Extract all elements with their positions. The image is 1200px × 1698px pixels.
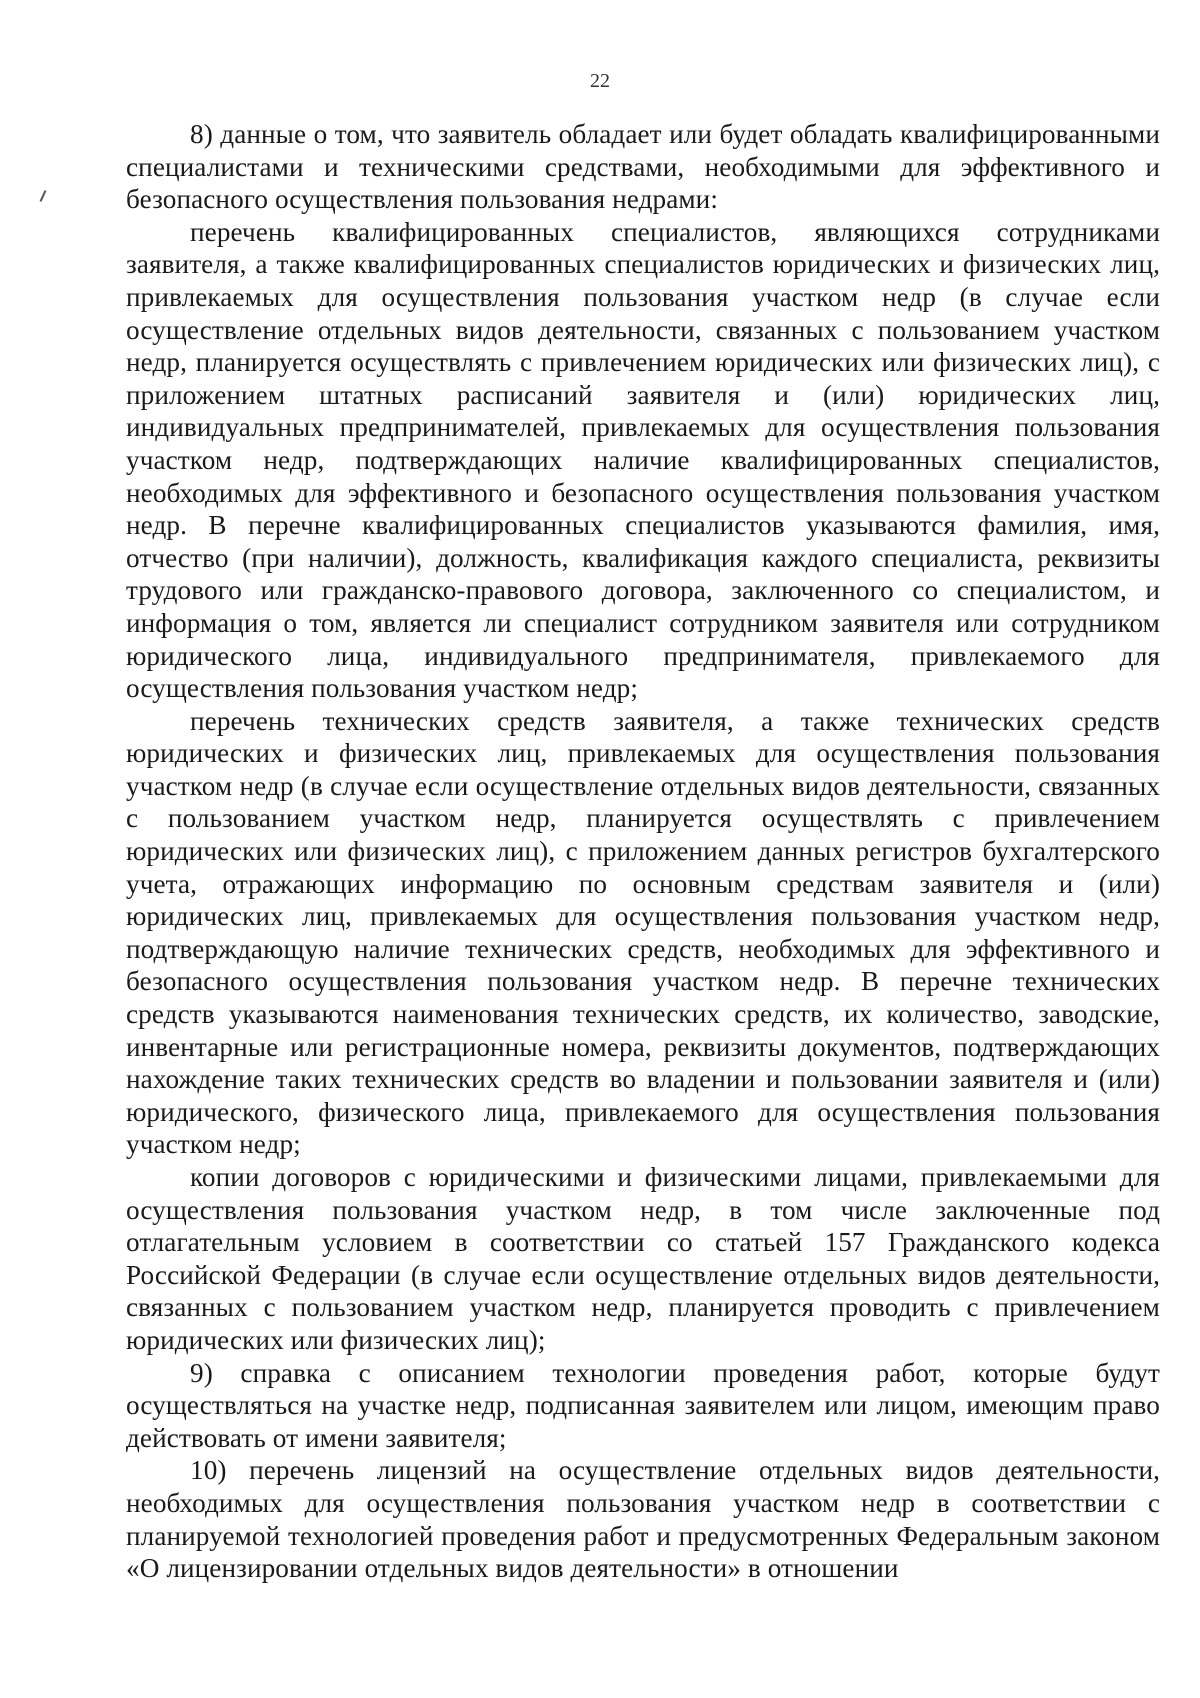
- stray-mark: [40, 190, 47, 202]
- paragraph-item-8: 8) данные о том, что заявитель обладает или будет обладать квалифицированными специалистами и техническими средствами, необходимыми для эффективного и безопасного осуществления пользования недрами:: [126, 119, 1160, 215]
- paragraph-contract-copies: копии договоров с юридическими и физическими лицами, привлекаемыми для осуществления пользования участком недр, в том числе заключенные под отлагательным условием в соответствии со статьей 157 Гражданского кодекса Российской Федерации (в случае если осуществление отдельных видов деятельности, связанных с пользованием участком недр, планируется проводить с привлечением юридических или физических лиц);: [126, 1162, 1160, 1355]
- paragraph-specialists-list: перечень квалифицированных специалистов, являющихся сотрудниками заявителя, а также квалифицированных специалистов юридических и физических лиц, привлекаемых для осуществления пользования участком недр (в случае если осуществление отдельных видов деятельности, связанных с пользованием участком недр, планируется осуществлять с привлечением юридических или физических лиц), с приложением штатных расписаний заявителя и (или) юридических лиц, индивидуальных предпринимателей, привлекаемых для осуществления пользования участком недр, подтверждающих наличие квалифицированных специалистов, необходимых для эффективного и безопасного осуществления пользования участком недр. В перечне квалифицированных специалистов указываются фамилия, имя, отчество (при наличии), должность, квалификация каждого специалиста, реквизиты трудового или гражданско-правового договора, заключенного со специалистом, и информация о том, является ли специалист сотрудником заявителя или сотрудником юридического лица, индивидуального предпринимателя, привлекаемого для осуществления пользования участком недр;: [126, 216, 1160, 704]
- page-number: 22: [590, 70, 610, 92]
- paragraph-technical-means-list: перечень технических средств заявителя, а также технических средств юридических и физических лиц, привлекаемых для осуществления пользования участком недр (в случае если осуществление отдельных видов деятельности, связанных с пользованием участком недр, планируется осуществлять с привлечением юридических или физических лиц), с приложением данных регистров бухгалтерского учета, отражающих информацию по основным средствам заявителя и (или) юридических лиц, привлекаемых для осуществления пользования участком недр, подтверждающую наличие технических средств, необходимых для эффективного и безопасного осуществления пользования участком недр. В перечне технических средств указываются наименования технических средств, их количество, заводские, инвентарные или регистрационные номера, реквизиты документов, подтверждающих нахождение таких технических средств во владении и пользовании заявителя и (или) юридического, физического лица, привлекаемого для осуществления пользования участком недр;: [126, 705, 1160, 1160]
- document-body: [126, 118, 1160, 1585]
- paragraph-item-10: 10) перечень лицензий на осуществление отдельных видов деятельности, необходимых для осуществления пользования участком недр в соответствии с планируемой технологией проведения работ и предусмотренных Федеральным законом «О лицензировании отдельных видов деятельности» в отношении: [126, 1455, 1160, 1584]
- paragraph-item-9: 9) справка с описанием технологии проведения работ, которые будут осуществляться на участке недр, подписанная заявителем или лицом, имеющим право действовать от имени заявителя;: [126, 1357, 1160, 1453]
